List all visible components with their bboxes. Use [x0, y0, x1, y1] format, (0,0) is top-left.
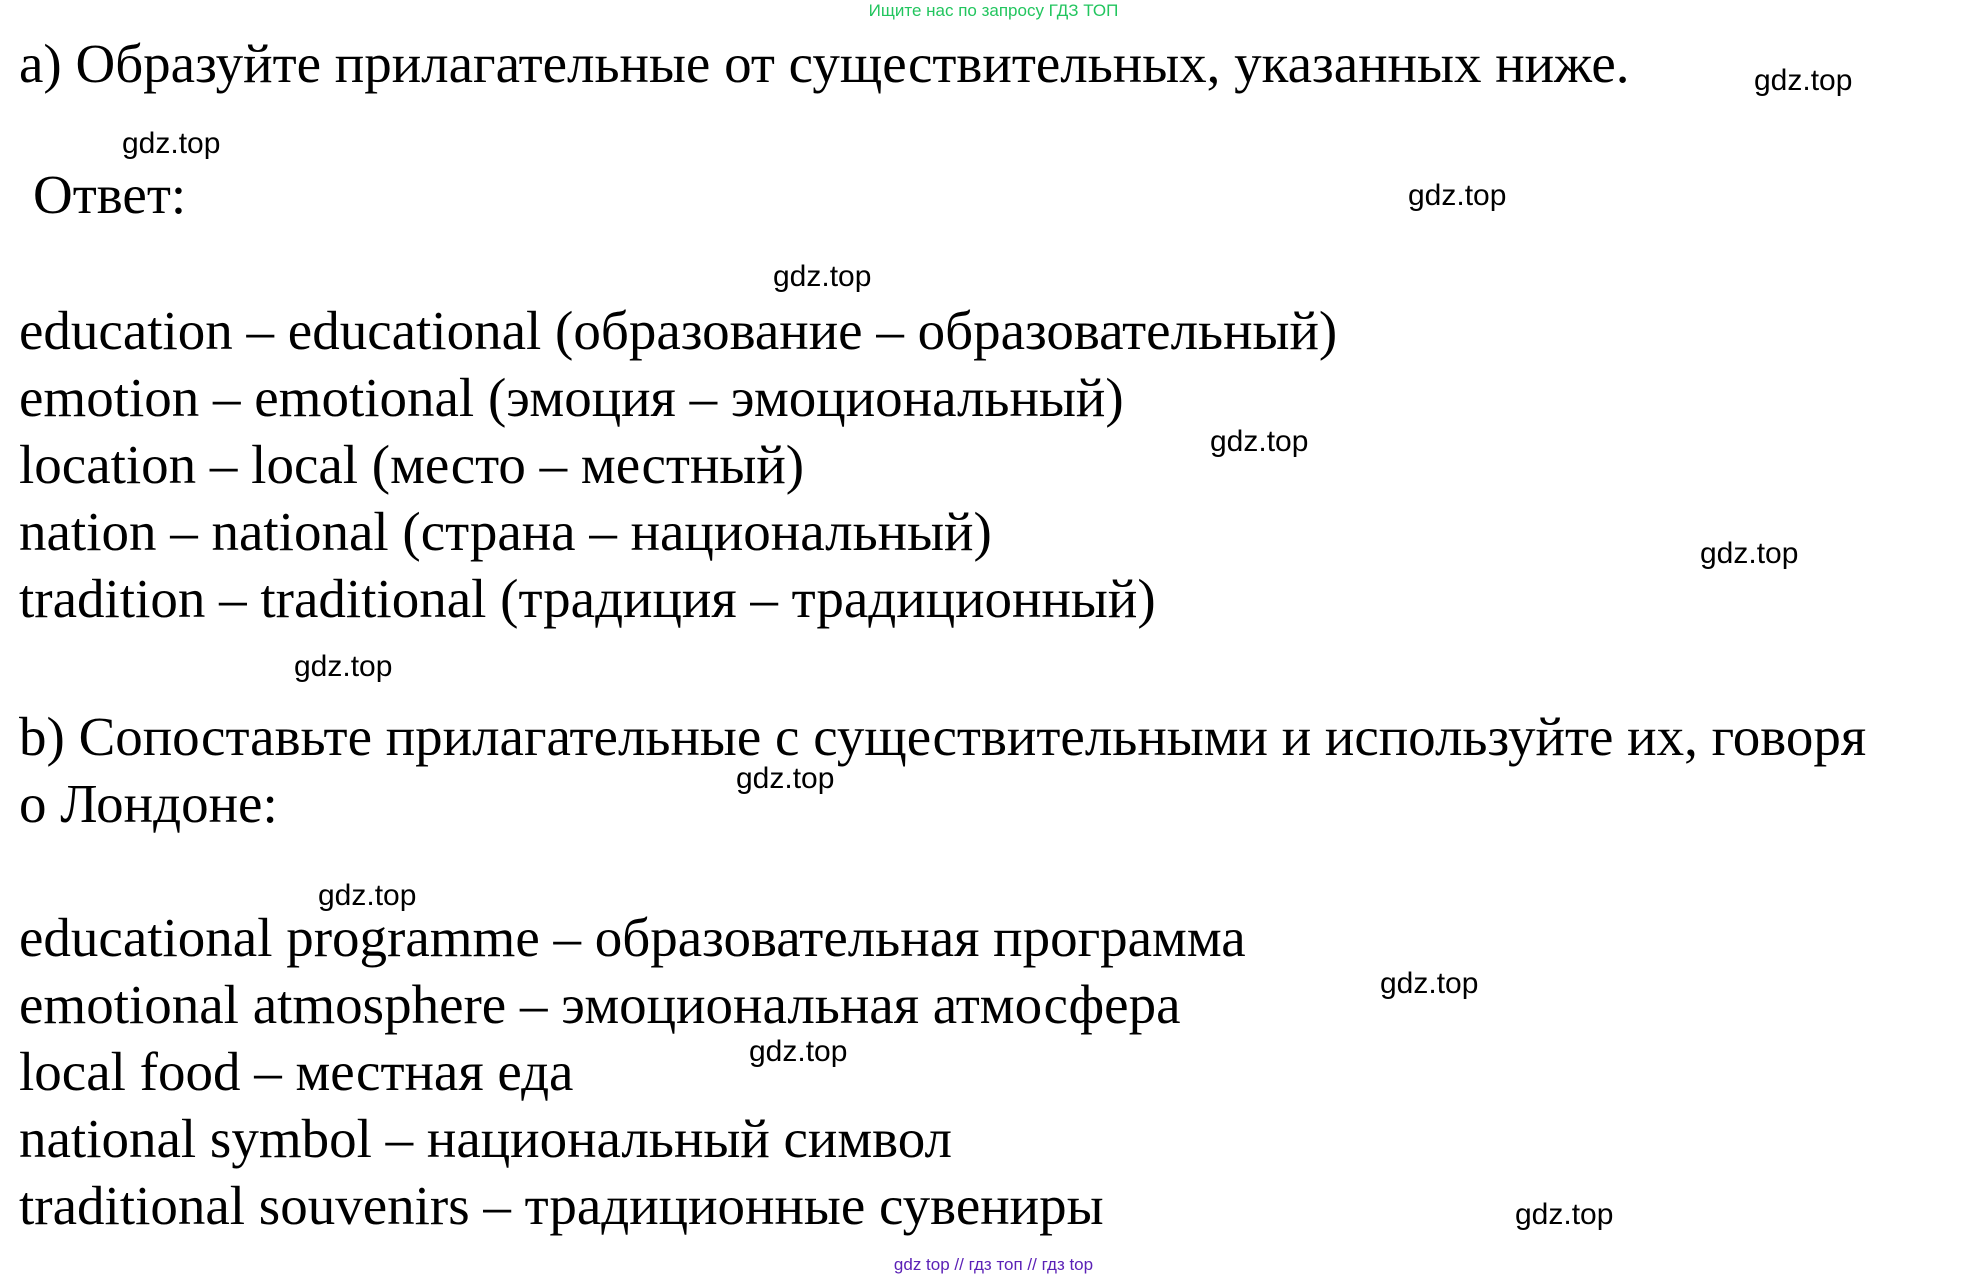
watermark: gdz.top — [294, 650, 393, 683]
task-a-line: nation – national (страна – национальный) — [19, 501, 992, 562]
task-a-prompt: a) Образуйте прилагательные от существительных, указанных ниже. — [19, 33, 1630, 94]
search-banner: Ищите нас по запросу ГДЗ ТОП — [868, 1, 1119, 20]
task-b-prompt-line2: о Лондоне: — [19, 773, 278, 834]
task-b-prompt-line1: b) Сопоставьте прилагательные с существительными и используйте их, говоря — [19, 706, 1867, 767]
task-a-line: education – educational (образование – образовательный) — [19, 300, 1338, 361]
task-a-line: location – local (место – местный) — [19, 434, 805, 495]
watermark: gdz.top — [1754, 64, 1853, 97]
task-a-line: tradition – traditional (традиция – традиционный) — [19, 568, 1156, 629]
task-b-line: national symbol – национальный символ — [19, 1108, 952, 1169]
task-b-line: emotional atmosphere – эмоциональная атмосфера — [19, 974, 1181, 1035]
watermark: gdz.top — [122, 127, 221, 160]
task-a-line: emotion – emotional (эмоция – эмоциональный) — [19, 367, 1124, 428]
watermark: gdz.top — [736, 762, 835, 795]
watermark: gdz.top — [749, 1035, 848, 1068]
watermark: gdz.top — [1380, 967, 1479, 1000]
answer-label: Ответ: — [33, 164, 187, 225]
watermark: gdz.top — [1210, 425, 1309, 458]
task-b-line: educational programme – образовательная программа — [19, 907, 1246, 968]
task-b-line: local food – местная еда — [19, 1041, 574, 1102]
watermark: gdz.top — [773, 260, 872, 293]
watermark: gdz.top — [318, 879, 417, 912]
footer-watermark: gdz top // гдз топ // гдз top — [893, 1255, 1094, 1274]
watermark: gdz.top — [1408, 179, 1507, 212]
watermark: gdz.top — [1515, 1198, 1614, 1231]
watermark: gdz.top — [1700, 537, 1799, 570]
task-b-line: traditional souvenirs – традиционные сувениры — [19, 1175, 1104, 1236]
